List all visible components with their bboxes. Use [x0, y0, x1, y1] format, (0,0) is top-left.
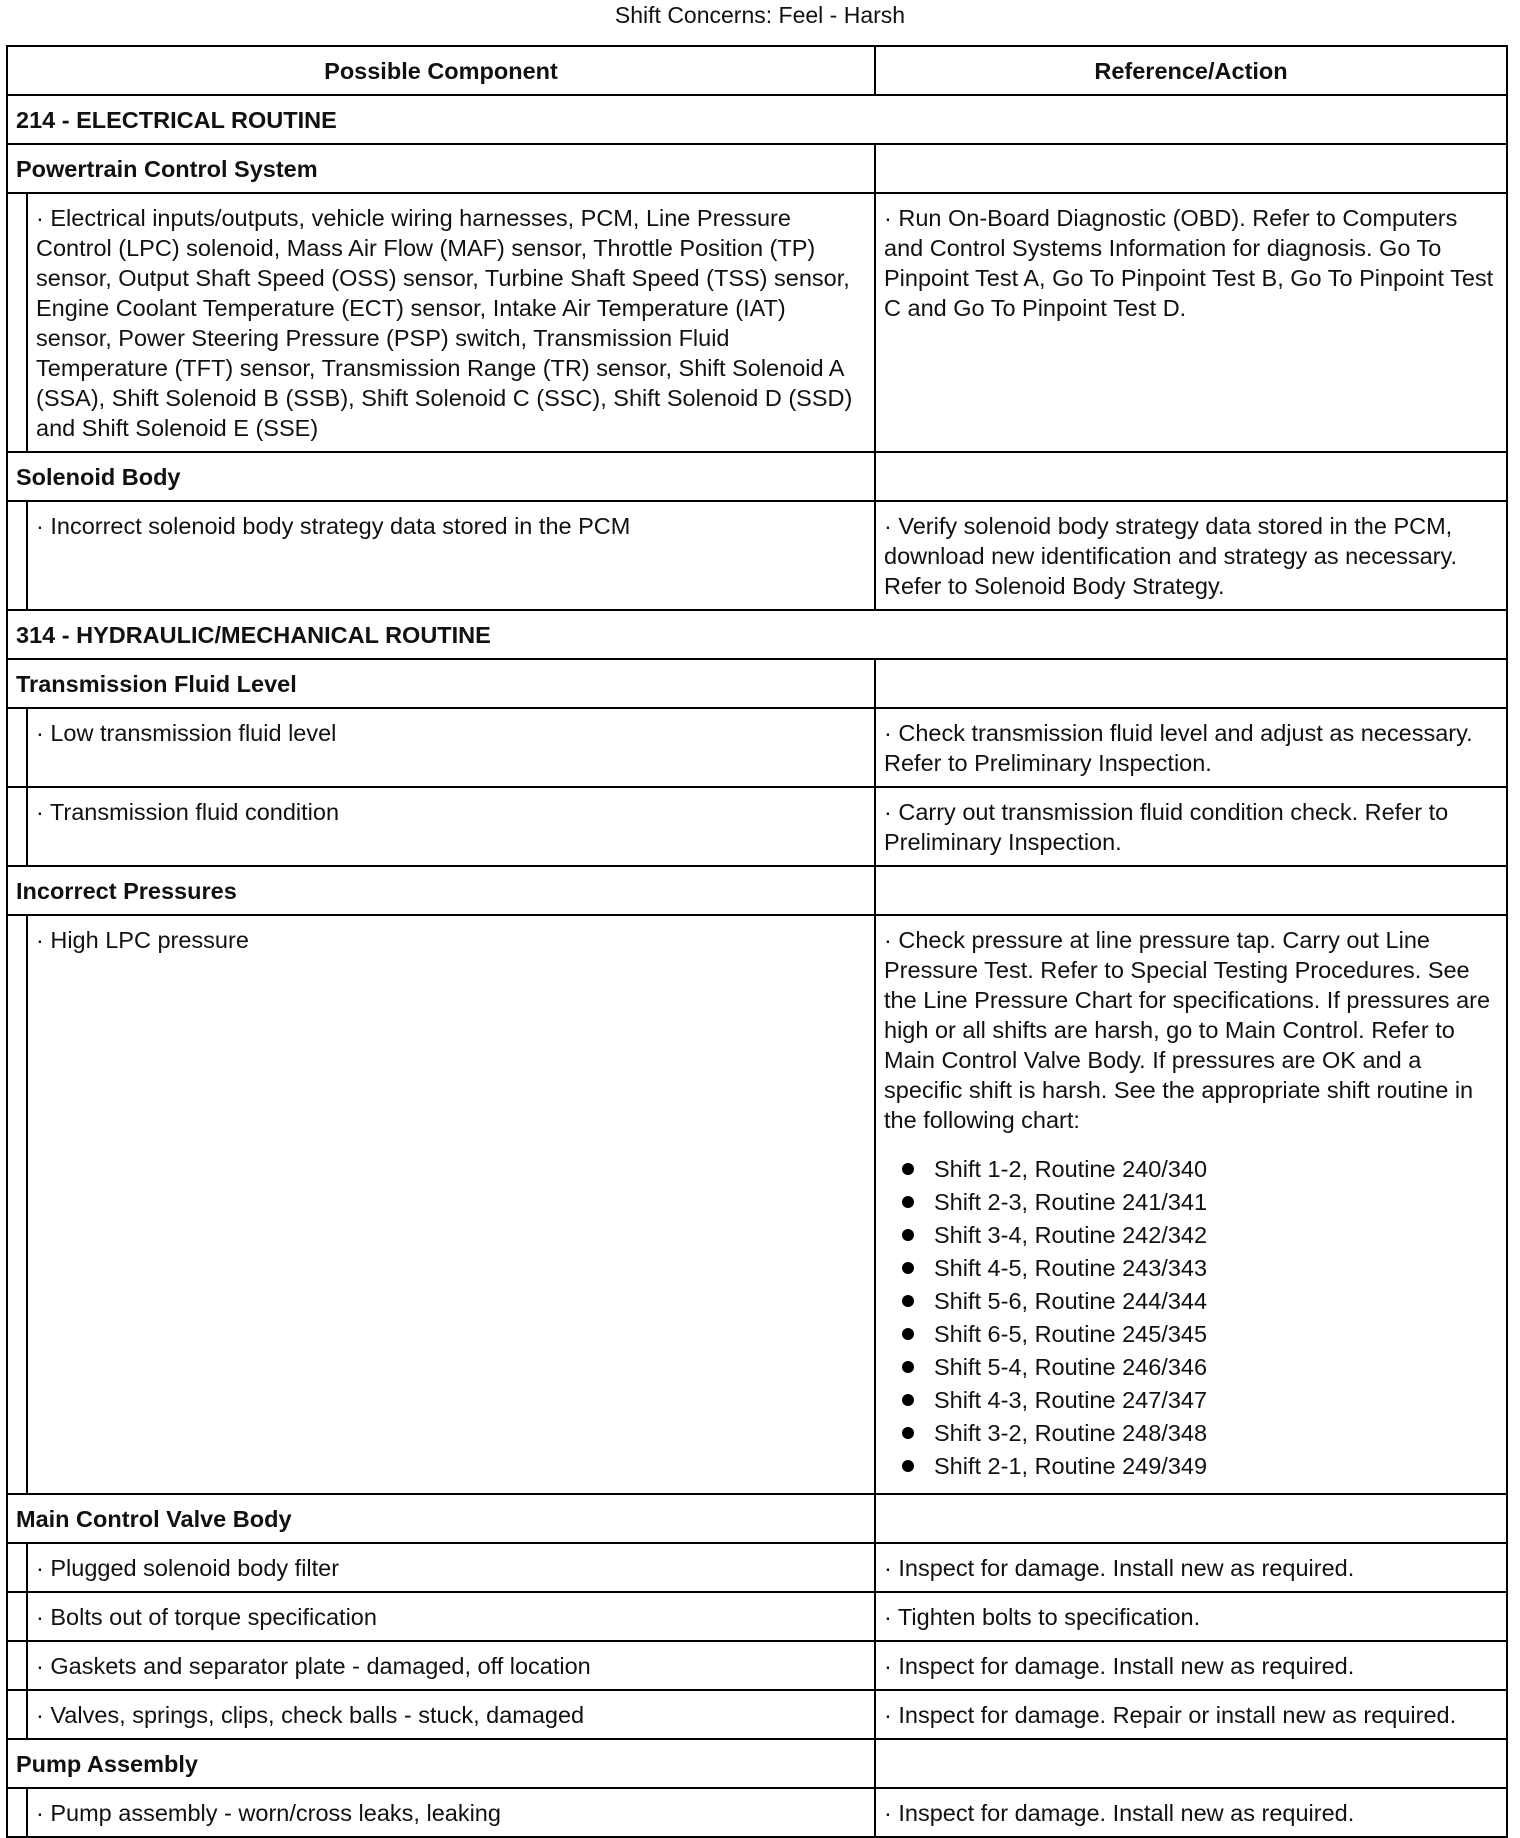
- action-text: · Carry out transmission fluid condition check. Refer to Preliminary Inspection.: [884, 799, 1449, 855]
- table-caption: Shift Concerns: Feel - Harsh: [614, 2, 906, 28]
- bullet-icon: [902, 1229, 914, 1241]
- component-cell: · Plugged solenoid body filter: [27, 1543, 875, 1592]
- action-cell: [875, 1592, 1507, 1641]
- action-cell: [875, 1690, 1507, 1739]
- section-row: [7, 610, 1507, 659]
- header-component: Possible Component: [7, 46, 875, 95]
- table-body: [7, 95, 1507, 1837]
- component-cell: · Incorrect solenoid body strategy data stored in the PCM: [27, 501, 875, 610]
- list-item: [902, 1318, 1498, 1351]
- bullet-icon: [902, 1460, 914, 1472]
- action-text: · Check pressure at line pressure tap. Carry out Line Pressure Test. Refer to Special Testing Procedures. See the Line Pressure Chart for specifications. If pressures are high or all shifts are harsh, go to Main Control. Refer to Main Control Valve Body. If pressures are OK and a specific shift is harsh. See the appropriate shift routine in the following chart:: [884, 927, 1491, 1133]
- group-action-empty: [875, 866, 1507, 915]
- action-text: · Run On-Board Diagnostic (OBD). Refer to Computers and Control Systems Information for diagnosis. Go To Pinpoint Test A, Go To Pinpoint Test B, Go To Pinpoint Test C and Go To Pinpoint Test D.: [884, 205, 1494, 321]
- list-item: [902, 1252, 1498, 1285]
- bullet-icon: [902, 1163, 914, 1175]
- bullet-icon: [902, 1262, 914, 1274]
- component-cell: · Pump assembly - worn/cross leaks, leaking: [27, 1788, 875, 1837]
- action-text: · Inspect for damage. Repair or install new as required.: [884, 1702, 1457, 1728]
- component-cell: · High LPC pressure: [27, 915, 875, 1494]
- action-text: · Verify solenoid body strategy data stored in the PCM, download new identification and strategy as necessary. Refer to Solenoid Body Strategy.: [884, 513, 1458, 599]
- diagnosis-table: [6, 45, 1508, 1838]
- group-row: [7, 659, 1507, 708]
- action-text: · Inspect for damage. Install new as required.: [884, 1653, 1355, 1679]
- group-row: [7, 866, 1507, 915]
- group-name: Powertrain Control System: [7, 144, 875, 193]
- action-text: · Tighten bolts to specification.: [884, 1604, 1201, 1630]
- indent-cell: [7, 501, 27, 610]
- indent-cell: [7, 1592, 27, 1641]
- group-row: [7, 1494, 1507, 1543]
- table-row: [7, 501, 1507, 610]
- action-cell: [875, 193, 1507, 452]
- action-cell: [875, 1543, 1507, 1592]
- action-cell: [875, 1788, 1507, 1837]
- bullet-icon: [902, 1196, 914, 1208]
- section-title: 214 - ELECTRICAL ROUTINE: [7, 95, 1507, 144]
- component-cell: · Low transmission fluid level: [27, 708, 875, 787]
- action-cell: [875, 501, 1507, 610]
- shift-routine-label: Shift 6-5, Routine 245/345: [934, 1321, 1208, 1347]
- group-row: [7, 452, 1507, 501]
- section-row: [7, 95, 1507, 144]
- action-text: · Inspect for damage. Install new as required.: [884, 1800, 1355, 1826]
- list-item: [902, 1285, 1498, 1318]
- component-cell: · Electrical inputs/outputs, vehicle wiring harnesses, PCM, Line Pressure Control (LPC) solenoid, Mass Air Flow (MAF) sensor, Throttle Position (TP) sensor, Output Shaft Speed (OSS) sensor, Turbine Shaft Speed (TSS) sensor, Engine Coolant Temperature (ECT) sensor, Intake Air Temperature (IAT) sensor, Power Steering Pressure (PSP) switch, Transmission Fluid Temperature (TFT) sensor, Transmission Range (TR) sensor, Shift Solenoid A (SSA), Shift Solenoid B (SSB), Shift Solenoid C (SSC), Shift Solenoid D (SSD) and Shift Solenoid E (SSE): [27, 193, 875, 452]
- group-name: Transmission Fluid Level: [7, 659, 875, 708]
- header-row: [7, 46, 1507, 95]
- table-row: [7, 915, 1507, 1494]
- group-name: Pump Assembly: [7, 1739, 875, 1788]
- indent-cell: [7, 1690, 27, 1739]
- table-row: [7, 193, 1507, 452]
- indent-cell: [7, 787, 27, 866]
- table-row: [7, 1543, 1507, 1592]
- action-cell: [875, 1641, 1507, 1690]
- group-action-empty: [875, 659, 1507, 708]
- group-row: [7, 1739, 1507, 1788]
- indent-cell: [7, 915, 27, 1494]
- list-item: [902, 1384, 1498, 1417]
- shift-routine-label: Shift 1-2, Routine 240/340: [934, 1156, 1208, 1182]
- indent-cell: [7, 1543, 27, 1592]
- shift-routine-label: Shift 3-4, Routine 242/342: [934, 1222, 1208, 1248]
- group-action-empty: [875, 1494, 1507, 1543]
- header-action: Reference/Action: [875, 46, 1507, 95]
- shift-routine-list: [884, 1153, 1498, 1483]
- action-cell: [875, 708, 1507, 787]
- shift-routine-label: Shift 2-1, Routine 249/349: [934, 1453, 1208, 1479]
- table-row: [7, 787, 1507, 866]
- section-title: 314 - HYDRAULIC/MECHANICAL ROUTINE: [7, 610, 1507, 659]
- group-action-empty: [875, 1739, 1507, 1788]
- bullet-icon: [902, 1394, 914, 1406]
- table-row: [7, 1641, 1507, 1690]
- shift-routine-label: Shift 2-3, Routine 241/341: [934, 1189, 1208, 1215]
- component-cell: · Gaskets and separator plate - damaged, off location: [27, 1641, 875, 1690]
- component-cell: · Bolts out of torque specification: [27, 1592, 875, 1641]
- shift-routine-label: Shift 3-2, Routine 248/348: [934, 1420, 1208, 1446]
- component-cell: · Valves, springs, clips, check balls - stuck, damaged: [27, 1690, 875, 1739]
- indent-cell: [7, 1788, 27, 1837]
- list-item: [902, 1351, 1498, 1384]
- list-item: [902, 1417, 1498, 1450]
- indent-cell: [7, 1641, 27, 1690]
- bullet-icon: [902, 1295, 914, 1307]
- group-action-empty: [875, 144, 1507, 193]
- bullet-icon: [902, 1328, 914, 1340]
- action-cell: [875, 787, 1507, 866]
- list-item: [902, 1186, 1498, 1219]
- group-name: Solenoid Body: [7, 452, 875, 501]
- group-name: Incorrect Pressures: [7, 866, 875, 915]
- action-text: · Inspect for damage. Install new as required.: [884, 1555, 1355, 1581]
- list-item: [902, 1153, 1498, 1186]
- shift-routine-label: Shift 4-3, Routine 247/347: [934, 1387, 1208, 1413]
- component-cell: · Transmission fluid condition: [27, 787, 875, 866]
- indent-cell: [7, 708, 27, 787]
- table-row: [7, 1592, 1507, 1641]
- action-cell: [875, 915, 1507, 1494]
- table-row: [7, 1788, 1507, 1837]
- group-row: [7, 144, 1507, 193]
- indent-cell: [7, 193, 27, 452]
- list-item: [902, 1219, 1498, 1252]
- shift-routine-label: Shift 5-4, Routine 246/346: [934, 1354, 1208, 1380]
- group-action-empty: [875, 452, 1507, 501]
- action-text: · Check transmission fluid level and adjust as necessary. Refer to Preliminary Inspection.: [884, 720, 1473, 776]
- bullet-icon: [902, 1427, 914, 1439]
- shift-routine-label: Shift 5-6, Routine 244/344: [934, 1288, 1208, 1314]
- shift-routine-label: Shift 4-5, Routine 243/343: [934, 1255, 1208, 1281]
- table-row: [7, 708, 1507, 787]
- bullet-icon: [902, 1361, 914, 1373]
- list-item: [902, 1450, 1498, 1483]
- table-row: [7, 1690, 1507, 1739]
- group-name: Main Control Valve Body: [7, 1494, 875, 1543]
